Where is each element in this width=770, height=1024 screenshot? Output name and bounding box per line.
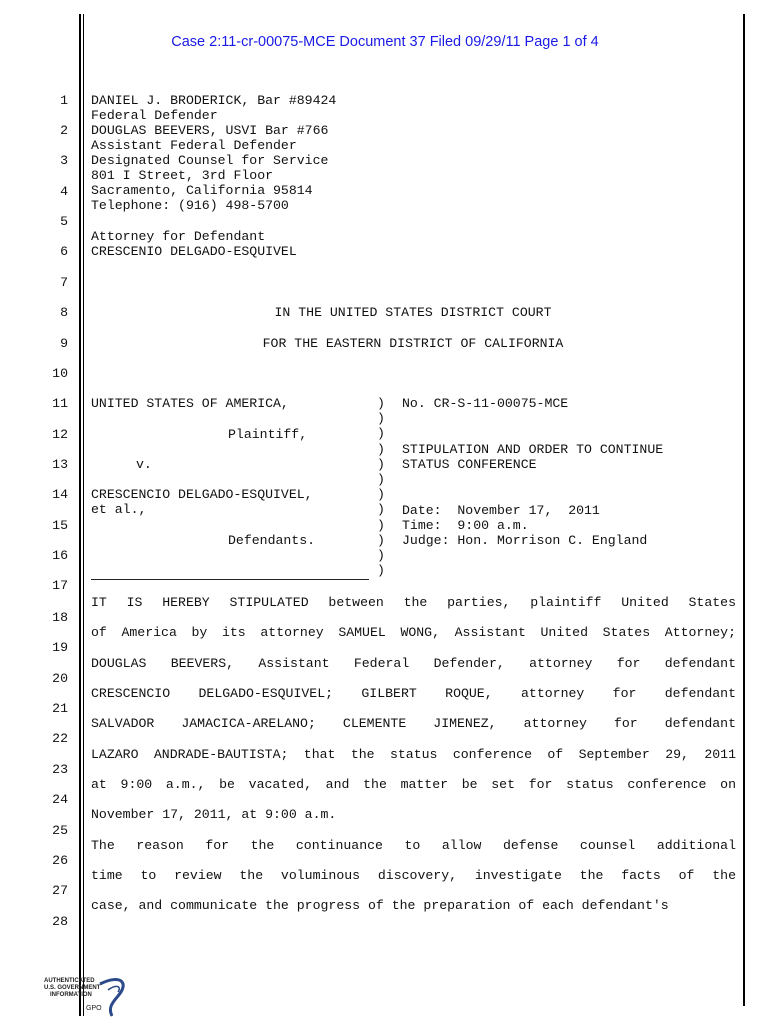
line-number: 23 xyxy=(52,762,68,777)
counsel-name: DANIEL J. BRODERICK, Bar #89424 xyxy=(91,93,337,108)
caption-paren: ) xyxy=(377,426,385,442)
body-line: at 9:00 a.m., be vacated, and the matter be set for status conference on xyxy=(91,777,736,792)
defendant-name: CRESCENCIO DELGADO-ESQUIVEL, xyxy=(91,487,313,502)
client-name: CRESCENIO DELGADO-ESQUIVEL xyxy=(91,244,297,259)
line-number: 16 xyxy=(52,548,68,563)
line-number: 6 xyxy=(60,244,68,259)
caption-underline xyxy=(91,579,369,580)
caption-paren: ) xyxy=(377,502,385,518)
body-line: time to review the voluminous discovery, investigate the facts of the xyxy=(91,868,736,883)
left-margin-rule-outer xyxy=(79,14,81,1016)
body-line: IT IS HEREBY STIPULATED between the parties, plaintiff United States xyxy=(91,595,736,610)
hearing-time: Time: 9:00 a.m. xyxy=(402,518,529,533)
gpo-logo-line-4: GPO xyxy=(86,1005,102,1012)
body-line: case, and communicate the progress of the preparation of each defendant's xyxy=(91,898,669,913)
gpo-authentication-logo xyxy=(42,972,132,1018)
line-number: 26 xyxy=(52,853,68,868)
filing-header: Case 2:11-cr-00075-MCE Document 37 Filed 09/29/11 Page 1 of 4 xyxy=(171,34,599,50)
line-number: 1 xyxy=(60,93,68,108)
body-line: LAZARO ANDRADE-BAUTISTA; that the status conference of September 29, 2011 xyxy=(91,747,736,762)
line-number: 13 xyxy=(52,457,68,472)
line-number: 25 xyxy=(52,823,68,838)
line-number: 10 xyxy=(52,366,68,381)
counsel-phone: Telephone: (916) 498-5700 xyxy=(91,198,289,213)
line-number: 4 xyxy=(60,184,68,199)
court-title-line-2: FOR THE EASTERN DISTRICT OF CALIFORNIA xyxy=(262,336,564,351)
body-line: DOUGLAS BEEVERS, Assistant Federal Defender, attorney for defendant xyxy=(91,656,736,671)
line-number: 7 xyxy=(60,275,68,290)
caption-paren: ) xyxy=(377,441,385,457)
defendant-et-al: et al., xyxy=(91,502,147,517)
line-number: 22 xyxy=(52,731,68,746)
document-title-line-1: STIPULATION AND ORDER TO CONTINUE xyxy=(402,442,664,457)
line-number: 27 xyxy=(52,883,68,898)
line-number: 11 xyxy=(52,396,68,411)
plaintiff-role: Plaintiff, xyxy=(228,427,308,442)
line-number: 19 xyxy=(52,640,68,655)
caption-paren: ) xyxy=(377,396,385,411)
plaintiff-name: UNITED STATES OF AMERICA, xyxy=(91,396,289,411)
left-margin-rule-inner xyxy=(83,14,85,1016)
caption-paren: ) xyxy=(377,532,385,548)
body-line: November 17, 2011, at 9:00 a.m. xyxy=(91,807,337,822)
caption-paren: ) xyxy=(377,517,385,533)
line-number: 28 xyxy=(52,914,68,929)
counsel-address-2: Sacramento, California 95814 xyxy=(91,183,313,198)
body-line: The reason for the continuance to allow defense counsel additional xyxy=(91,838,736,853)
counsel-name-2: DOUGLAS BEEVERS, USVI Bar #766 xyxy=(91,123,329,138)
body-line: of America by its attorney SAMUEL WONG, Assistant United States Attorney; xyxy=(91,625,736,640)
line-number: 20 xyxy=(52,671,68,686)
defendant-role: Defendants. xyxy=(228,533,316,548)
gpo-logo-line-3: INFORMATION xyxy=(50,992,92,998)
hearing-date: Date: November 17, 2011 xyxy=(402,503,600,518)
document-title-line-2: STATUS CONFERENCE xyxy=(402,457,537,472)
body-line: CRESCENCIO DELGADO-ESQUIVEL; GILBERT ROQUE, attorney for defendant xyxy=(91,686,736,701)
gpo-logo-line-2: U.S. GOVERNMENT xyxy=(44,985,101,991)
caption-paren: ) xyxy=(377,487,385,503)
versus: v. xyxy=(136,457,152,472)
caption-paren: ) xyxy=(377,472,385,487)
caption-paren: ) xyxy=(377,411,385,427)
body-line: SALVADOR JAMACICA-ARELANO; CLEMENTE JIMENEZ, attorney for defendant xyxy=(91,716,736,731)
line-number: 3 xyxy=(60,153,68,168)
caption-paren: ) xyxy=(377,563,385,579)
line-number: 12 xyxy=(52,427,68,442)
court-title-line-1: IN THE UNITED STATES DISTRICT COURT xyxy=(274,305,552,320)
line-number: 9 xyxy=(60,336,68,351)
caption-paren: ) xyxy=(377,456,385,472)
line-number: 5 xyxy=(60,214,68,229)
counsel-title-1: Federal Defender xyxy=(91,108,218,123)
line-number: 2 xyxy=(60,123,68,138)
gpo-logo-line-1: AUTHENTICATED xyxy=(44,978,95,984)
line-number: 18 xyxy=(52,610,68,625)
line-number: 17 xyxy=(52,578,68,593)
caption-paren: ) xyxy=(377,548,385,563)
line-number: 8 xyxy=(60,305,68,320)
counsel-title-2: Assistant Federal Defender xyxy=(91,138,297,153)
line-number: 24 xyxy=(52,792,68,807)
hearing-judge: Judge: Hon. Morrison C. England xyxy=(402,533,648,548)
counsel-address-1: 801 I Street, 3rd Floor xyxy=(91,168,274,183)
line-number: 15 xyxy=(52,518,68,533)
case-number: No. CR-S-11-00075-MCE xyxy=(402,396,569,411)
line-number: 14 xyxy=(52,487,68,502)
attorney-for-label: Attorney for Defendant xyxy=(91,229,266,244)
line-number: 21 xyxy=(52,701,68,716)
right-margin-rule xyxy=(743,14,745,1006)
counsel-title-3: Designated Counsel for Service xyxy=(91,153,329,168)
